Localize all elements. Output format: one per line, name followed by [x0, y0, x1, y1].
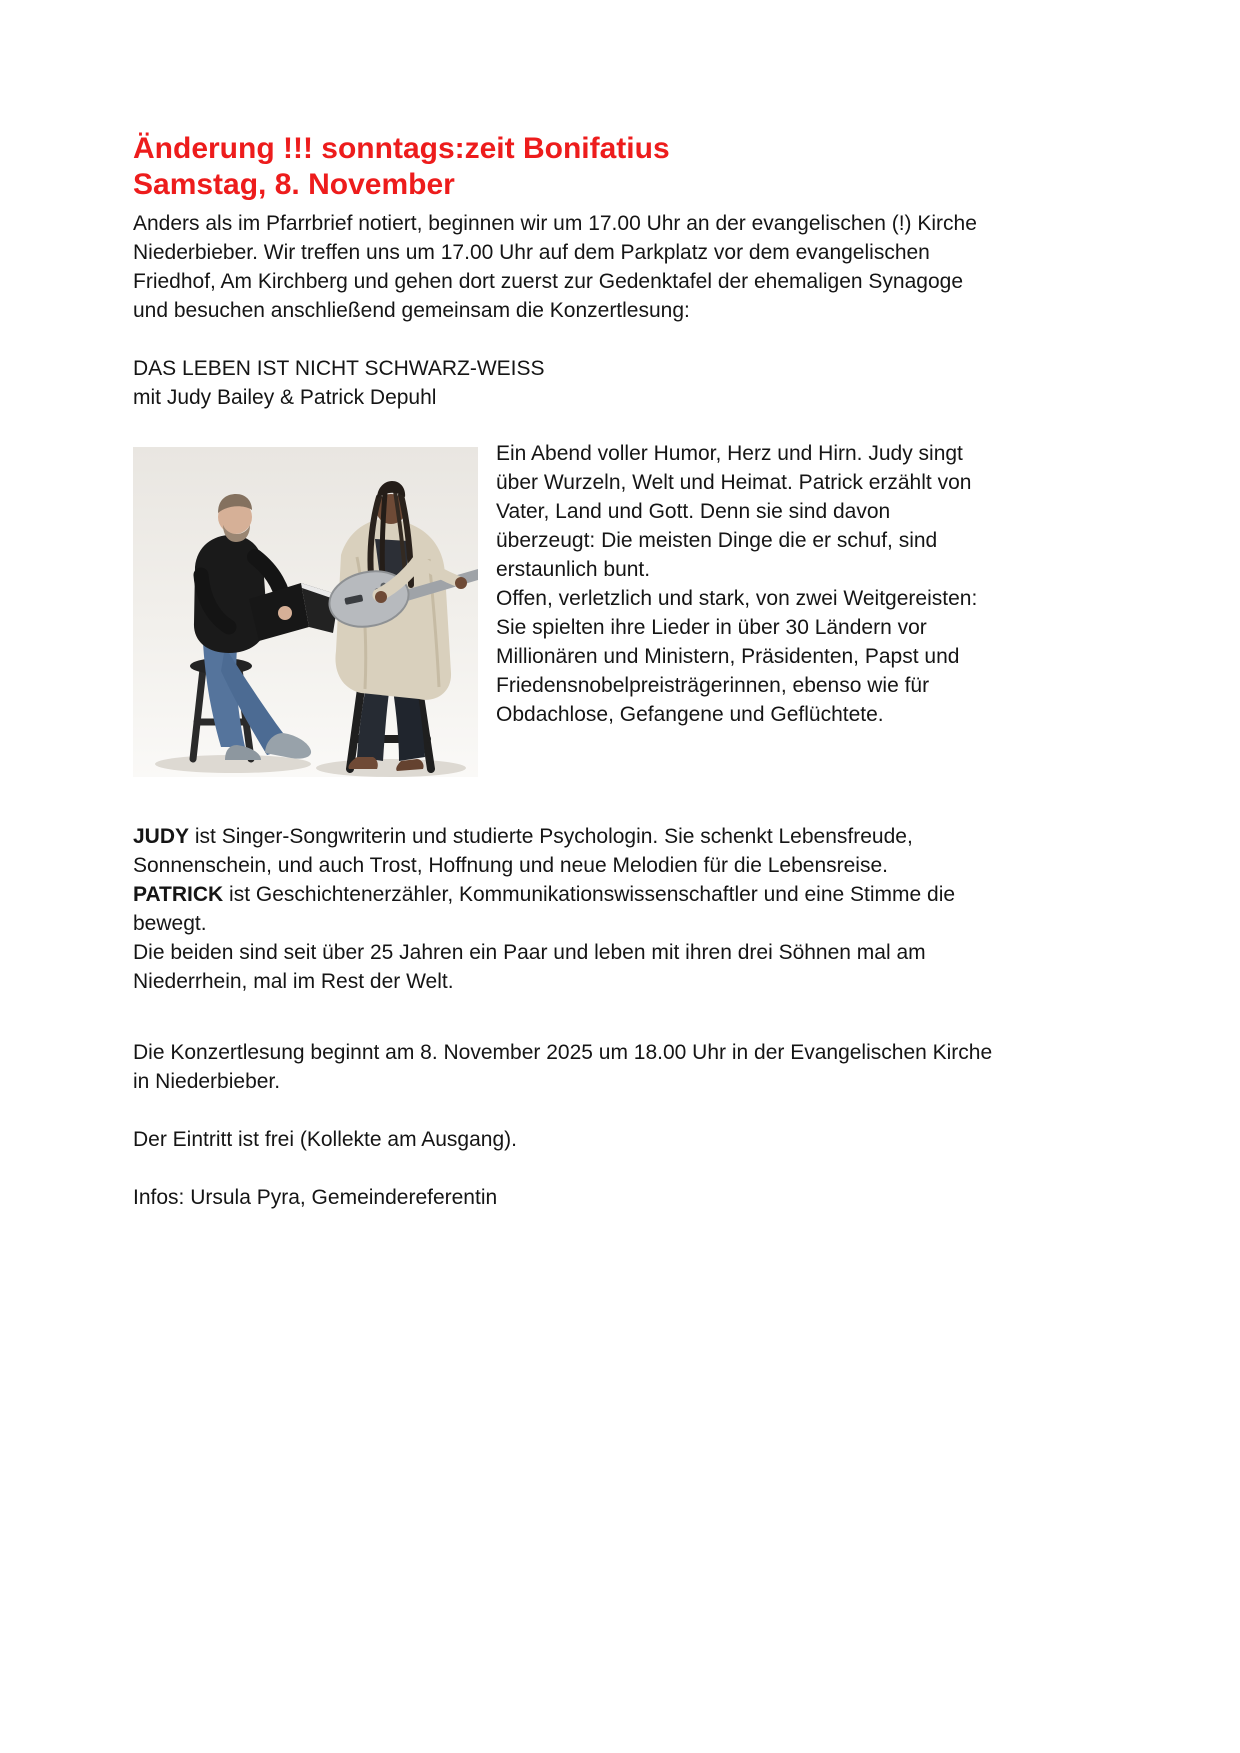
heading-line-1: Änderung !!! sonntags:zeit Bonifatius: [133, 132, 670, 165]
event-datetime: Die Konzertlesung beginnt am 8. November 2025 um 18.00 Uhr in der Evangelischen Kirche in Niederbieber.: [133, 1041, 993, 1093]
description-paragraph-1: Ein Abend voller Humor, Herz und Hirn. Judy singt über Wurzeln, Welt und Heimat. Patrick erzählt von Vater, Land und Gott. Denn sie sind davon überzeugt: Die meisten Dinge die er schuf, sind erstaunlich bunt.: [496, 442, 972, 581]
photo-judy-patrick: [133, 447, 478, 777]
judy-bio-text: ist Singer-Songwriterin und studierte Psychologin. Sie schenkt Lebensfreude, Sonnenschein, und auch Trost, Hoffnung und neue Melodien für die Lebensreise.: [133, 825, 913, 877]
bios-section: [133, 822, 995, 996]
event-subtitle: mit Judy Bailey & Patrick Depuhl: [133, 386, 437, 409]
media-section: [133, 439, 995, 777]
patrick-name: PATRICK: [133, 883, 224, 906]
patrick-bio-text: ist Geschichtenerzähler, Kommunikationswissenschaftler und eine Stimme die bewegt.: [133, 883, 956, 935]
heading-line-2: Samstag, 8. November: [133, 168, 455, 201]
document-content: [133, 131, 995, 1212]
bio-couple: Die beiden sind seit über 25 Jahren ein Paar und leben mit ihren drei Söhnen mal am Niederrhein, mal im Rest der Welt.: [133, 941, 926, 993]
event-title: DAS LEBEN IST NICHT SCHWARZ-WEISS: [133, 357, 545, 380]
contact-info: Infos: Ursula Pyra, Gemeindereferentin: [133, 1186, 498, 1209]
bio-judy: [133, 822, 995, 880]
photo-illustration: [133, 447, 478, 777]
judy-name: JUDY: [133, 825, 190, 848]
admission-info: Der Eintritt ist frei (Kollekte am Ausgang).: [133, 1128, 517, 1151]
description-paragraph-2: Offen, verletzlich und stark, von zwei Weitgereisten: Sie spielten ihre Lieder in über 30 Ländern vor Millionären und Ministern, Präsidenten, Papst und Friedensnobelpreisträgerinnen, ebenso wie für Obdachlose, Gefangene und Geflüchtete.: [496, 587, 978, 726]
intro-paragraph: Anders als im Pfarrbrief notiert, beginnen wir um 17.00 Uhr an der evangelischen (!) Kirche Niederbieber. Wir treffen uns um 17.00 Uhr auf dem Parkplatz vor dem evangelischen Friedhof, Am Kirchberg und gehen dort zuerst zur Gedenktafel der ehemaligen Synagoge und besuchen anschließend gemeinsam die Konzertlesung:: [133, 212, 977, 322]
page-title: [133, 131, 995, 203]
bio-patrick: [133, 880, 995, 938]
